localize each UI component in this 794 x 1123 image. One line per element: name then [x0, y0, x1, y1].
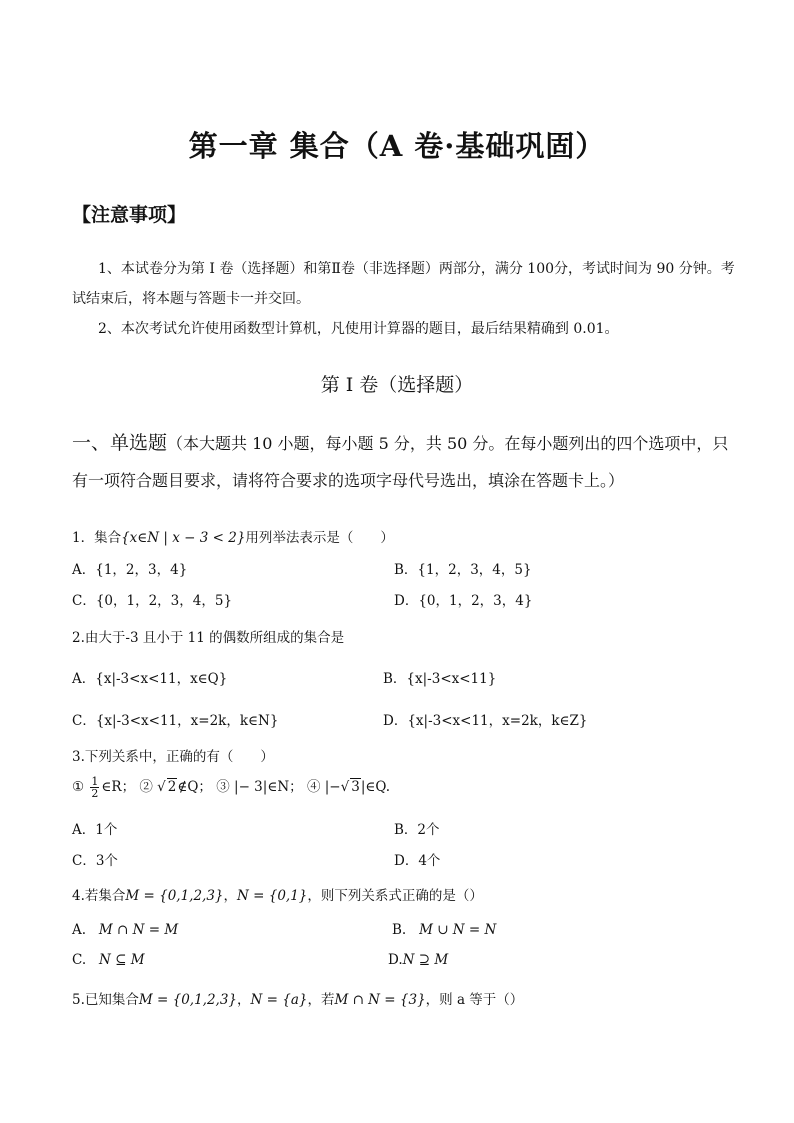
- fraction-numerator: 1: [91, 775, 99, 788]
- circled-3: ③: [216, 779, 230, 795]
- q3-option-d: D．4个: [394, 853, 441, 869]
- question-5-stem: [72, 988, 523, 1008]
- note-line-2: 试结束后，将本题与答题卡一并交回。: [72, 291, 310, 307]
- question-1-math: {x∈N | x − 3 < 2}: [121, 530, 246, 546]
- q4-option-a-math: M ∩ N = M: [98, 922, 179, 938]
- relation-2: ∉Q；: [177, 779, 212, 795]
- sqrt-radicand-3: 3: [351, 779, 360, 795]
- page-title: 第一章 集合（A 卷·基础巩固）: [188, 129, 606, 163]
- fraction-one-half: [90, 776, 99, 799]
- q4-option-d-math: N ⊇ M: [402, 952, 449, 968]
- question-3-relations: ① $\frac{1}{2}$ ∈R； ② √ 2∉Q； ③ |− 3|∈N； ④ |−√ 3|∈Q.: [72, 775, 391, 800]
- q4-option-c-math: N ⊆ M: [99, 952, 145, 968]
- q3-option-c: C．3个: [72, 853, 118, 869]
- part-heading: 一、单选题: [72, 432, 168, 454]
- relation-3: |− 3|∈N；: [234, 779, 303, 795]
- fraction-denominator: 2: [91, 787, 99, 800]
- question-4-sep: ，: [223, 888, 238, 904]
- relation-1: ∈R；: [101, 779, 136, 795]
- circled-1: ①: [72, 779, 85, 795]
- question-5-set-m: M = {0,1,2,3}: [138, 992, 238, 1008]
- relation-4: |∈Q.: [360, 779, 391, 795]
- q4-option-a-label: A.: [72, 922, 87, 938]
- note-line-3: 2、本次考试允许使用函数型计算机，凡使用计算器的题目，最后结果精确到 0.01。: [98, 321, 619, 337]
- question-4-set-m: M = {0,1,2,3}: [125, 888, 224, 904]
- question-1-prefix: 1．集合: [72, 530, 122, 546]
- q1-option-d: D．{0，1，2，3，4}: [394, 593, 533, 609]
- question-4-set-n: N = {0,1}: [237, 888, 308, 904]
- q1-option-b: B．{1，2，3，4，5}: [394, 562, 532, 578]
- question-5-sep-1: ，: [237, 992, 251, 1008]
- q4-option-d: [388, 952, 448, 968]
- circled-2: ②: [139, 779, 153, 795]
- q4-option-c-label: C.: [72, 952, 87, 968]
- question-5-set-n: N = {a}: [250, 992, 308, 1008]
- q2-option-a: A．{x|-3<x<11，x∈Q}: [72, 671, 228, 687]
- question-5-sep-2: ，若: [307, 992, 335, 1008]
- question-2-stem: 2.由大于-3 且小于 11 的偶数所组成的集合是: [72, 630, 345, 646]
- question-5-prefix: 5.已知集合: [72, 992, 139, 1008]
- part-description-2: 有一项符合题目要求，请将符合要求的选项字母代号选出，填涂在答题卡上。）: [72, 471, 625, 490]
- question-4-suffix: ，则下列关系式正确的是（）: [307, 888, 483, 904]
- q2-option-d: D．{x|-3<x<11，x=2k，k∈Z}: [383, 713, 588, 729]
- q3-option-b: B．2个: [394, 822, 440, 838]
- question-4-stem: [72, 884, 483, 904]
- relation-4-prefix: |−: [324, 779, 341, 795]
- question-3-stem: 3.下列关系中，正确的有（ ）: [72, 749, 274, 765]
- notice-heading: 【注意事项】: [72, 204, 187, 226]
- q4-option-a: [72, 922, 178, 938]
- part-heading-line: [72, 428, 728, 455]
- circled-4: ④: [306, 779, 321, 795]
- question-4-prefix: 4.若集合: [72, 888, 126, 904]
- q1-option-c: C．{0，1，2，3，4，5}: [72, 593, 233, 609]
- q4-option-c: [72, 952, 145, 968]
- sqrt-radicand-2: 2: [167, 779, 177, 795]
- q2-option-b: B．{x|-3<x<11}: [383, 671, 497, 687]
- q4-option-b-math: M ∪ N = N: [419, 922, 497, 938]
- q4-option-d-label: D.: [388, 952, 403, 968]
- q1-option-a: A．{1，2，3，4}: [72, 562, 188, 578]
- question-5-intersection: M ∩ N = {3}: [334, 992, 426, 1008]
- question-1-suffix: 用列举法表示是（ ）: [245, 530, 394, 546]
- part-description: （本大题共 10 小题，每小题 5 分，共 50 分。在每小题列出的四个选项中，只: [167, 434, 729, 453]
- question-5-suffix: ，则 a 等于（）: [425, 992, 524, 1008]
- note-line-1: 1、本试卷分为第 I 卷（选择题）和第Ⅱ卷（非选择题）两部分，满分 100分，考试时间为 90 分钟。考: [98, 261, 735, 277]
- q4-option-b: [392, 922, 496, 938]
- question-1-stem: [72, 526, 394, 546]
- section-title: 第 I 卷（选择题）: [320, 374, 474, 396]
- q4-option-b-label: B.: [392, 922, 407, 938]
- q2-option-c: C．{x|-3<x<11，x=2k，k∈N}: [72, 713, 279, 729]
- q3-option-a: A．1个: [72, 822, 118, 838]
